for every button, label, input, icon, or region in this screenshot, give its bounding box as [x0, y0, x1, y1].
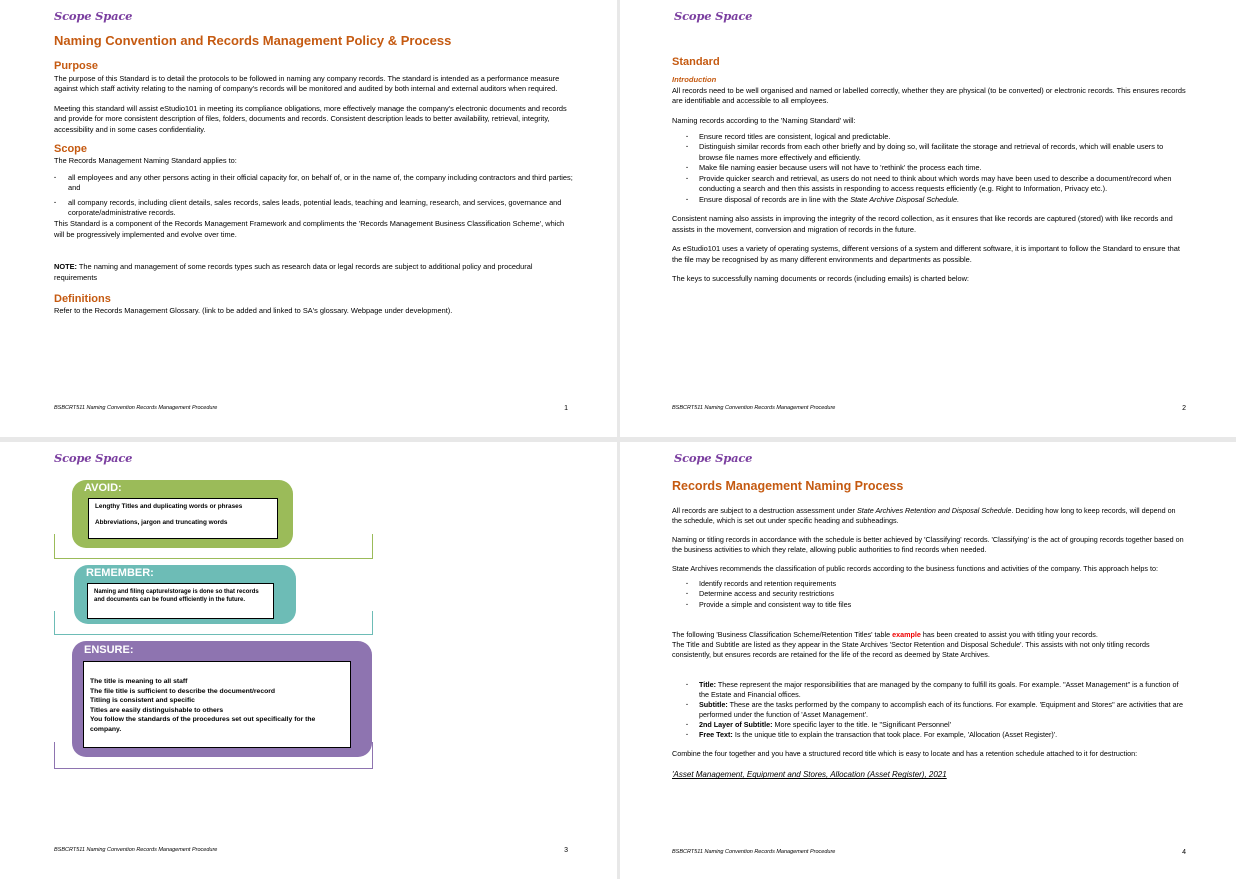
purpose-paragraph-2: Meeting this standard will assist eStudio101 in meeting its compliance obligations, more effectively manage the company's electronic documents and records and provide for more consistent description of files, folders, documents and records. Consistent description leads to better availability, retrieval, integrity, accessibility and in some cases confidentiality. [54, 103, 567, 134]
logo: Scope Space [54, 451, 133, 465]
list-item: · Distinguish similar records from each other briefly and by doing so, will facilitate the storage and retrieval of records, which will enable users to browse file names more effectively and efficiently. [672, 142, 1187, 163]
scope-intro: The Records Management Naming Standard applies to: [54, 156, 237, 166]
schedule-name: State Archive Disposal Schedule. [850, 194, 960, 204]
classifying-paragraph: Naming or titling records in accordance with the schedule is better achieved by 'Classifying' records. 'Classifying' is the act of grouping records together based on the business activities to which they relate, allowing public authorities to find records when needed. [672, 535, 1184, 555]
page-number: 3 [564, 847, 568, 854]
list-item: · Identify records and retention requirements [672, 579, 1187, 589]
term-text: More specific layer to the title. Ie "Significant Personnel' [772, 720, 951, 730]
ensure-item: The title is meaning to all staff [90, 678, 188, 685]
definitions-list [672, 680, 1187, 740]
term-text: Is the unique title to explain the transaction that took place. For example, 'Allocation (Asset Register)'. [732, 730, 1058, 740]
introduction-heading: Introduction [672, 75, 717, 85]
logo: Scope Space [674, 9, 753, 23]
ensure-item: You follow the standards of the procedures set out specifically for the company. [90, 716, 316, 733]
list-item [672, 720, 1187, 730]
keys-paragraph: The keys to successfully naming documents or records (including emails) is charted below: [672, 274, 969, 284]
scope-outro: This Standard is a component of the Records Management Framework and compliments the 'Records Management Business Classification Scheme', which will be progressively implemented and evolve over time. [54, 218, 565, 239]
remember-box [87, 583, 274, 619]
page-content [672, 54, 1187, 294]
systems-paragraph: As eStudio101 uses a variety of operating systems, different versions of a system and different software, it is important to follow the Standard to ensure that the file may be recognised by as many different environments and departments as possible. [672, 244, 1180, 264]
term: Free Text: [699, 730, 733, 740]
ensure-item: Titles are easily distinguishable to others [90, 706, 224, 714]
introduction-text: All records need to be well organised and named or labelled correctly, whether they are physical (to be converted) or electronic records. This ensures records are identifiable and accessible to all employees. [672, 85, 1186, 106]
note-text: The naming and management of some records types such as research data or legal records are subject to additional policy and procedural requirements [54, 262, 533, 282]
schedule-name: State Archives Retention and Disposal Schedule [856, 506, 1012, 515]
list-item: · Provide a simple and consistent way to title files [672, 600, 1187, 610]
list-item [672, 195, 1187, 206]
document-title: Naming Convention and Records Management Policy & Process [54, 33, 452, 48]
page-content [54, 32, 574, 326]
list-item [672, 730, 1187, 740]
consistent-naming-paragraph: Consistent naming also assists in improving the integrity of the record collection, as it ensures that like records are captured (stored) with like records and assists in the movement, conversion and migration of records in the future. [672, 214, 1173, 234]
scope-list [54, 173, 574, 219]
purpose-paragraph-1: The purpose of this Standard is to detail the protocols to be followed in naming any company records. The standard is intended as a performance measure against which staff activity relating to the naming of company's records will be monitored and audited by both internal and external auditors when required. [54, 73, 560, 94]
footer-doc-code: BSBCRT511 Naming Convention Records Management Procedure [54, 847, 218, 853]
list-item: · Provide quicker search and retrieval, as users do not need to think about which words may have been used to describe a document/record when conducting a search and then this assists in responding to access requests efficiently (e.g. Right to Information, Privacy etc.). [672, 174, 1187, 195]
remember-label: REMEMBER: [86, 567, 154, 579]
paragraph-text: . Deciding how long to keep records, will depend on the schedule, which is set out under specific heading and subheadings. [672, 506, 1176, 526]
page-number: 2 [1182, 405, 1186, 412]
page-content [672, 477, 1187, 781]
purpose-heading: Purpose [54, 60, 99, 73]
page-number: 4 [1182, 849, 1186, 856]
scope-heading: Scope [54, 143, 88, 156]
list-item-text: Ensure disposal of records are in line with the [699, 194, 851, 204]
avoid-item: Abbreviations, jargon and truncating words [95, 518, 228, 526]
list-item: · all company records, including client details, sales records, sales leads, potential leads, teaching and learning, research, and services, governance and corporate/administrative records. [54, 198, 574, 219]
list-item: · Determine access and security restrictions [672, 589, 1187, 599]
definitions-heading: Definitions [54, 293, 111, 306]
ensure-card [72, 641, 372, 757]
page-2 [620, 0, 1236, 437]
term-text: These are the tasks performed by the company to accomplish each of its functions. For example. 'Equipment and Stores" are activities that are performed under the function of 'Asset Management'. [699, 700, 1183, 720]
note [54, 262, 574, 283]
paragraph-text: All records are subject to a destruction assessment under [672, 506, 857, 515]
page-1 [0, 0, 617, 437]
page-number: 1 [564, 405, 568, 412]
definitions-text: Refer to the Records Management Glossary. (link to be added and linked to SA's glossary. Webpage under development). [54, 306, 453, 316]
footer-doc-code: BSBCRT511 Naming Convention Records Management Procedure [54, 405, 218, 411]
helps-list [672, 579, 1187, 609]
naming-standard-intro: Naming records according to the 'Naming Standard' will: [672, 116, 856, 125]
title-subtitle-paragraph: The Title and Subtitle are listed as they appear in the State Archives 'Sector Retention and Disposal Schedule'. This assists with not only titling records consistently, but ensures records are retained for the life of the record as deemed by State Archives. [672, 639, 1150, 659]
table-example-paragraph [672, 630, 1187, 640]
list-item [672, 700, 1187, 720]
page-footer [672, 849, 1186, 855]
paragraph-text: The following 'Business Classification Scheme/Retention Titles' table [672, 629, 893, 639]
term: Subtitle: [699, 700, 728, 710]
ensure-item: The file title is sufficient to describe the document/record [90, 687, 276, 695]
page-3 [0, 442, 617, 879]
footer-doc-code: BSBCRT511 Naming Convention Records Management Procedure [672, 849, 836, 855]
page-4 [620, 442, 1236, 879]
avoid-box [88, 498, 278, 539]
ensure-item: Titling is consistent and specific [90, 697, 195, 705]
list-item [672, 680, 1187, 700]
note-label: NOTE: [54, 262, 77, 272]
page-footer [54, 405, 568, 411]
page-footer [672, 405, 1186, 411]
list-item: · Make file naming easier because users will not have to 'rethink' the process each time. [672, 163, 1187, 174]
list-item: · Ensure record titles are consistent, logical and predictable. [672, 132, 1187, 143]
avoid-item: Lengthy Titles and duplicating words or phrases [95, 503, 243, 510]
term-text: These represent the major responsibilities that are managed by the company to fulfill its goals. For example. "Asset Management" is a function of the Estate and Financial offices. [699, 679, 1179, 699]
remember-card [74, 565, 296, 624]
example-highlight: example [892, 629, 921, 639]
remember-text: Naming and filing capture/storage is done so that records and documents can be found efficiently in the future. [94, 589, 259, 604]
footer-doc-code: BSBCRT511 Naming Convention Records Management Procedure [672, 405, 836, 411]
ensure-label: ENSURE: [84, 644, 134, 656]
ensure-box [83, 661, 351, 748]
logo: Scope Space [54, 9, 133, 23]
naming-standard-list [672, 132, 1187, 206]
avoid-card [72, 480, 293, 548]
classification-paragraph: State Archives recommends the classification of public records according to the business functions and activities of the company. This approach helps to: [672, 564, 1158, 574]
list-item: · all employees and any other persons acting in their official capacity for, on behalf of, or in the name of, the company including contractors and third parties; and [54, 173, 574, 194]
page-footer [54, 847, 568, 853]
paragraph-text: has been created to assist you with titling your records. [920, 629, 1098, 639]
process-heading: Records Management Naming Process [672, 479, 904, 493]
avoid-label: AVOID: [84, 482, 122, 494]
logo: Scope Space [674, 451, 753, 465]
example-title: 'Asset Management, Equipment and Stores, Allocation (Asset Register), 2021 [672, 770, 947, 780]
destruction-paragraph [672, 506, 1187, 526]
term: Title: [699, 679, 717, 689]
combine-paragraph: Combine the four together and you have a structured record title which is easy to locate and has a retention schedule attached to it for destruction: [672, 749, 1138, 759]
term: 2nd Layer of Subtitle: [699, 720, 773, 730]
standard-heading: Standard [672, 56, 720, 68]
